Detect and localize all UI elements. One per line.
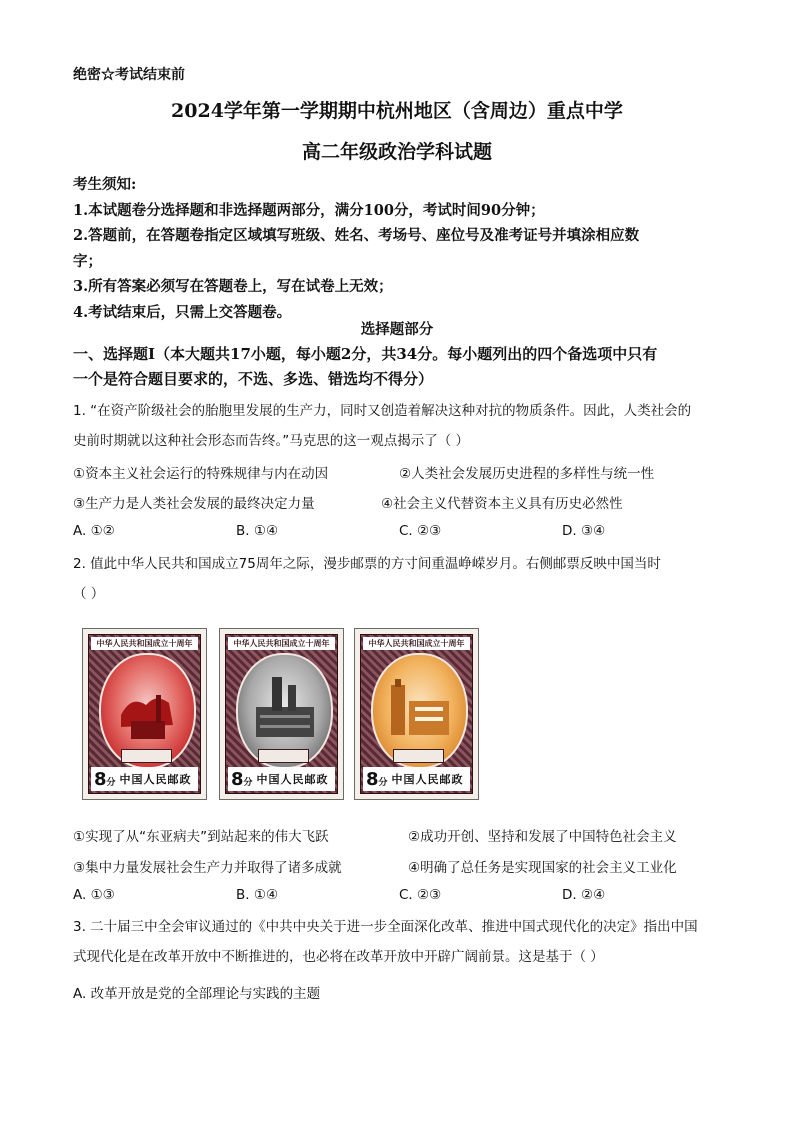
section-title: 选择题部分 bbox=[360, 321, 434, 338]
stamp-denomination: 8分 bbox=[231, 768, 253, 790]
question-2-choices bbox=[73, 887, 733, 903]
question-3-stem-line2: 式现代化是在改革开放中不断推进的，也必将在改革开放中开辟广阔前景。这是基于（ ） bbox=[73, 949, 604, 965]
tiananmen-icon bbox=[393, 749, 444, 763]
exam-title-line1: 2024学年第一学期期中杭州地区（含周边）重点中学 bbox=[171, 100, 623, 122]
stamp-postal-text: 中国人民邮政 bbox=[391, 773, 464, 786]
statement-2: ②成功开创、坚持和发展了中国特色社会主义 bbox=[408, 829, 677, 845]
stamp-1 bbox=[82, 628, 207, 800]
notice-item: 4.考试结束后，只需上交答题卷。 bbox=[73, 303, 292, 321]
statement-1: ①实现了从“东亚病夫”到站起来的伟大飞跃 bbox=[73, 829, 329, 845]
question-1-choices bbox=[73, 523, 733, 539]
question-2-stem bbox=[73, 549, 725, 609]
stamp-postal-text: 中国人民邮政 bbox=[119, 773, 192, 786]
choice-c[interactable]: C. ②③ bbox=[399, 887, 442, 903]
choice-d[interactable]: D. ③④ bbox=[562, 523, 606, 539]
confidential-mark: 绝密☆考试结束前 bbox=[73, 67, 185, 83]
tiananmen-icon bbox=[258, 749, 309, 763]
choice-b[interactable]: B. ①④ bbox=[236, 523, 279, 539]
notice-item: 字； bbox=[73, 252, 102, 270]
part-instructions-line1: 一、选择题Ⅰ（本大题共17小题，每小题2分，共34分。每小题列出的四个备选项中只有 bbox=[73, 345, 658, 363]
question-1-stem-line2: 史前时期就以这种社会形态而告终。”马克思的这一观点揭示了（ ） bbox=[73, 433, 470, 449]
question-3-stem bbox=[73, 912, 725, 972]
choice-a[interactable]: A. 改革开放是党的全部理论与实践的主题 bbox=[73, 986, 321, 1002]
choice-c[interactable]: C. ②③ bbox=[399, 523, 442, 539]
notice-heading: 考生须知: bbox=[73, 176, 137, 193]
choice-d[interactable]: D. ②④ bbox=[562, 887, 606, 903]
statement-1: ①资本主义社会运行的特殊规律与内在动因 bbox=[73, 466, 329, 482]
part-instructions bbox=[73, 342, 723, 392]
choice-a[interactable]: A. ①③ bbox=[73, 887, 115, 903]
statement-4: ④明确了总任务是实现国家的社会主义工业化 bbox=[408, 860, 677, 876]
question-3-choices bbox=[73, 982, 733, 1002]
notice-item: 2.答题前，在答题卷指定区域填写班级、姓名、考场号、座位号及准考证号并填涂相应数 bbox=[73, 227, 640, 244]
stamp-top-text: 中华人民共和国成立十周年 bbox=[363, 637, 470, 650]
part-instructions-line2: 一个是符合题目要求的，不选、多选、错选均不得分） bbox=[73, 370, 434, 388]
stamp-postal-text: 中国人民邮政 bbox=[256, 773, 329, 786]
question-1-statements-row2 bbox=[73, 492, 733, 512]
stamp-denomination: 8分 bbox=[94, 768, 116, 790]
statement-2: ②人类社会发展历史进程的多样性与统一性 bbox=[399, 466, 655, 482]
notice-item: 1.本试题卷分选择题和非选择题两部分，满分100分，考试时间90分钟； bbox=[73, 201, 545, 219]
question-2-stem-line1: 2. 值此中华人民共和国成立75周年之际，漫步邮票的方寸间重温峥嵘岁月。右侧邮票反映中国当时 bbox=[73, 556, 661, 572]
choice-a[interactable]: A. ①② bbox=[73, 523, 115, 539]
stamp-set-image bbox=[82, 628, 478, 800]
tiananmen-icon bbox=[121, 749, 172, 763]
question-2-stem-line2: （ ） bbox=[73, 586, 105, 602]
question-1-statements-row1 bbox=[73, 462, 733, 482]
statement-3: ③生产力是人类社会发展的最终决定力量 bbox=[73, 496, 315, 512]
question-2-statements-row2 bbox=[73, 856, 733, 876]
statement-4: ④社会主义代替资本主义具有历史必然性 bbox=[381, 496, 623, 512]
exam-title-line2: 高二年级政治学科试题 bbox=[301, 141, 492, 163]
question-2-statements-row1 bbox=[73, 825, 733, 845]
notice-item: 3.所有答案必须写在答题卷上，写在试卷上无效； bbox=[73, 278, 393, 295]
statement-3: ③集中力量发展社会生产力并取得了诸多成就 bbox=[73, 860, 342, 876]
stamp-3 bbox=[354, 628, 479, 800]
candidate-notice bbox=[73, 172, 723, 325]
choice-b[interactable]: B. ①④ bbox=[236, 887, 279, 903]
stamp-2 bbox=[219, 628, 344, 800]
question-1-stem bbox=[73, 396, 725, 456]
stamp-top-text: 中华人民共和国成立十周年 bbox=[228, 637, 335, 650]
question-1-stem-line1: 1. “在资产阶级社会的胎胞里发展的生产力，同时又创造着解决这种对抗的物质条件。因此，人类社会的 bbox=[73, 403, 692, 419]
stamp-denomination: 8分 bbox=[366, 768, 388, 790]
question-3-stem-line1: 3. 二十届三中全会审议通过的《中共中央关于进一步全面深化改革、推进中国式现代化的决定》指出中国 bbox=[73, 919, 698, 935]
stamp-top-text: 中华人民共和国成立十周年 bbox=[91, 637, 198, 650]
